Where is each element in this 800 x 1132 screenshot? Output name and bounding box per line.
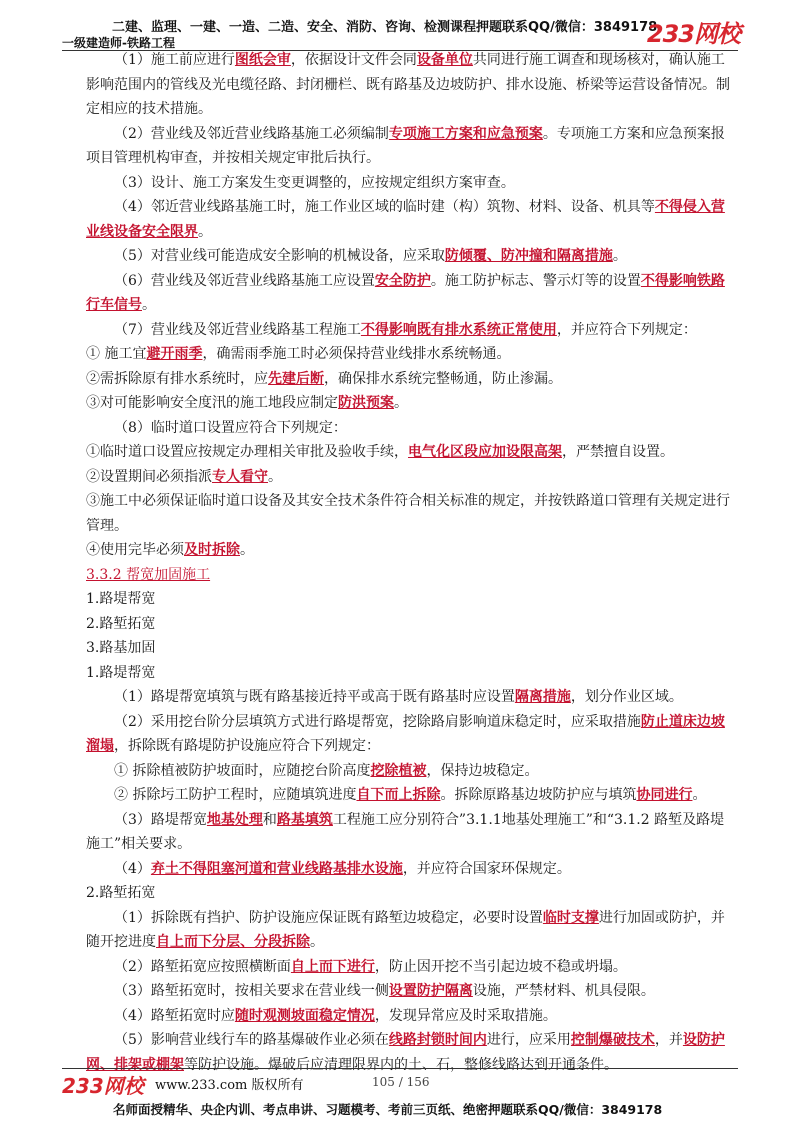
body-text: 。专项施工方案和应急预案报项目管理机构审查，并按相关规定审批后执行。 bbox=[86, 125, 725, 166]
body-text: 。 bbox=[692, 787, 707, 803]
body-text: （3）路堑拓宽时，按相关要求在营业线一侧 bbox=[114, 983, 389, 999]
paragraph-q2 bbox=[86, 710, 738, 759]
body-text: ②设置期间必须指派 bbox=[86, 468, 212, 485]
body-text: 。 bbox=[310, 934, 324, 950]
body-text: ，发现异常应及时采取措施。 bbox=[374, 1007, 557, 1024]
body-text: ，依据设计文件会同 bbox=[290, 52, 417, 68]
section-heading-332: 3.3.2 帮宽加固施工 bbox=[86, 566, 211, 583]
footer-logo: 233网校 bbox=[62, 1074, 144, 1098]
body-text: （1）施工前应进行 bbox=[114, 52, 235, 68]
body-text: 设施，严禁材料、机具侵限。 bbox=[472, 983, 655, 999]
emphasis-text: 专人看守 bbox=[212, 468, 268, 485]
page-content bbox=[86, 48, 738, 1077]
body-text: （5）影响营业线行车的路基爆破作业必须在 bbox=[114, 1032, 389, 1048]
paragraph-8a bbox=[86, 440, 738, 465]
body-text: ，确需雨季施工时必须保持营业线排水系统畅通。 bbox=[202, 346, 511, 362]
body-text: （6）营业线及邻近营业线路基施工应设置 bbox=[114, 272, 375, 289]
paragraph-5 bbox=[86, 244, 738, 269]
body-text: 。 bbox=[240, 542, 254, 558]
paragraph-1 bbox=[86, 48, 738, 122]
paragraph-w4 bbox=[86, 1004, 738, 1029]
body-text: ，确保排水系统完整畅通，防止渗漏。 bbox=[324, 370, 562, 387]
body-text: （1）拆除既有挡护、防护设施应保证既有路堑边坡稳定，必要时设置 bbox=[114, 909, 543, 926]
emphasis-text: 防倾覆、防冲撞和隔离措施 bbox=[444, 248, 613, 264]
emphasis-text: 设置防护隔离 bbox=[388, 983, 473, 999]
body-text: ，拆除既有路堤防护设施应符合下列规定： bbox=[114, 738, 380, 754]
body-text: ，防止因开挖不当引起边坡不稳或坍塌。 bbox=[374, 958, 627, 975]
body-text: （4） bbox=[114, 860, 151, 877]
emphasis-text: 图纸会审 bbox=[234, 52, 291, 68]
body-text: ，保持边坡稳定。 bbox=[426, 762, 539, 779]
body-text: 。 bbox=[612, 248, 627, 264]
paragraph-8d bbox=[86, 538, 738, 563]
paragraph-w5 bbox=[86, 1028, 738, 1077]
paragraph-8b bbox=[86, 465, 738, 490]
list-item: 3.路基加固 bbox=[86, 640, 156, 656]
emphasis-text: 电气化区段应加设限高架 bbox=[408, 444, 562, 460]
emphasis-text: 不得侵入营业线设备安全限界 bbox=[86, 199, 725, 240]
body-text: 工程施工应分别符合”3.1.1地基处理施工”和“3.1.2 路堑及路堤施工”相关要求。 bbox=[86, 811, 725, 852]
paragraph-q2b bbox=[86, 783, 738, 808]
emphasis-text: 及时拆除 bbox=[184, 542, 240, 558]
body-text: 进行加固或防护，并随开挖进度 bbox=[86, 909, 725, 950]
list-item: 2.路堑拓宽 bbox=[86, 615, 156, 632]
body-text: （2）营业线及邻近营业线路基施工必须编制 bbox=[114, 125, 389, 142]
footer-site: www.233.com 版权所有 bbox=[155, 1078, 304, 1093]
body-text: （3）设计、施工方案发生变更调整的，应按规定组织方案审查。 bbox=[114, 174, 515, 191]
emphasis-text: 安全防护 bbox=[374, 272, 431, 289]
body-text: ，并 bbox=[654, 1032, 683, 1048]
body-text: （1）路堤帮宽填筑与既有路基接近持平或高于既有路基时应设置 bbox=[114, 689, 515, 705]
body-text: （8）临时道口设置应符合下列规定： bbox=[114, 419, 347, 436]
body-text: （7）营业线及邻近营业线路基工程施工 bbox=[114, 321, 361, 338]
emphasis-text: 协同进行 bbox=[636, 787, 693, 803]
paragraph-8c bbox=[86, 489, 738, 538]
paragraph-w2 bbox=[86, 955, 738, 980]
body-text: 。 bbox=[394, 395, 408, 411]
footer-ad-line: 名师面授精华、央企内训、考点串讲、习题模考、考前三页纸、绝密押题联系QQ/微信：3849178 bbox=[113, 1102, 663, 1117]
body-text: ① 施工宜 bbox=[86, 346, 147, 362]
body-text: ，划分作业区域。 bbox=[570, 689, 683, 705]
emphasis-text: 防止道床边坡溜塌 bbox=[86, 713, 725, 754]
page-number: 105 / 156 bbox=[372, 1075, 430, 1089]
emphasis-text: 设防护网、排架或棚架 bbox=[86, 1032, 725, 1073]
body-text: 。 bbox=[268, 468, 282, 485]
body-text: ① 拆除植被防护坡面时，应随挖台阶高度 bbox=[114, 762, 371, 779]
paragraph-3 bbox=[86, 171, 738, 196]
body-text: （3）路堤帮宽 bbox=[114, 811, 207, 828]
emphasis-text: 临时支撑 bbox=[542, 909, 599, 926]
body-text: ③对可能影响安全度汛的施工地段应制定 bbox=[86, 395, 338, 411]
emphasis-text: 自下而上拆除 bbox=[356, 787, 441, 803]
emphasis-text: 专项施工方案和应急预案 bbox=[388, 125, 543, 142]
body-text: （4）路堑拓宽时应 bbox=[114, 1007, 235, 1024]
footer-divider bbox=[62, 1068, 738, 1069]
emphasis-text: 线路封锁时间内 bbox=[388, 1032, 487, 1048]
body-text: （2）采用挖台阶分层填筑方式进行路堤帮宽，挖除路肩影响道床稳定时，应采取措施 bbox=[114, 713, 641, 730]
emphasis-text: 地基处理 bbox=[206, 811, 263, 828]
body-text: ② 拆除圬工防护工程时，应随填筑进度 bbox=[114, 787, 357, 803]
body-text: ③施工中必须保证临时道口设备及其安全技术条件符合相关标准的规定，并按铁路道口管理有关规定进行管理。 bbox=[86, 493, 730, 534]
emphasis-text: 控制爆破技术 bbox=[570, 1032, 655, 1048]
emphasis-text: 先建后断 bbox=[268, 370, 324, 387]
body-text: ，严禁擅自设置。 bbox=[562, 444, 674, 460]
body-text: ，并应符合下列规定： bbox=[556, 321, 697, 338]
paragraph-7a bbox=[86, 342, 738, 367]
body-text: ，并应符合国家环保规定。 bbox=[402, 860, 571, 877]
paragraph-6 bbox=[86, 269, 738, 318]
body-text: ①临时道口设置应按规定办理相关审批及验收手续， bbox=[86, 444, 408, 460]
emphasis-text: 自上而下进行 bbox=[290, 958, 375, 975]
emphasis-text: 挖除植被 bbox=[370, 762, 427, 779]
emphasis-text: 随时观测坡面稳定情况 bbox=[234, 1007, 375, 1024]
emphasis-text: 设备单位 bbox=[416, 52, 473, 68]
paragraph-q1 bbox=[86, 685, 738, 710]
paragraph-w3 bbox=[86, 979, 738, 1004]
emphasis-text: 自上而下分层、分段拆除 bbox=[156, 934, 310, 950]
body-text: 共同进行施工调查和现场核对，确认施工影响范围内的管线及光电缆径路、封闭栅栏、既有路基及边坡防护、排水设施、桥梁等运营设备情况。制定相应的技术措施。 bbox=[86, 52, 730, 117]
emphasis-text: 不得影响既有排水系统正常使用 bbox=[360, 321, 557, 338]
list-item: 1.路堤帮宽 bbox=[86, 591, 156, 607]
body-text: 。 bbox=[198, 223, 212, 240]
paragraph-7 bbox=[86, 318, 738, 343]
body-text: 。 bbox=[142, 297, 156, 313]
paragraph-q2a bbox=[86, 759, 738, 784]
body-text: 和 bbox=[262, 811, 277, 828]
body-text: ②需拆除原有排水系统时，应 bbox=[86, 370, 268, 387]
paragraph-7c bbox=[86, 391, 738, 416]
body-text: （5）对营业线可能造成安全影响的机械设备，应采取 bbox=[114, 248, 445, 264]
emphasis-text: 路基填筑 bbox=[276, 811, 333, 828]
body-text: 。拆除原路基边坡防护应与填筑 bbox=[440, 787, 637, 803]
emphasis-text: 防洪预案 bbox=[338, 395, 394, 411]
body-text: 进行，应采用 bbox=[486, 1032, 571, 1048]
paragraph-4 bbox=[86, 195, 738, 244]
header-ad-line: 二建、监理、一建、一造、二造、安全、消防、咨询、检测课程押题联系QQ/微信：3849178 bbox=[112, 20, 658, 35]
paragraph-8 bbox=[86, 416, 738, 441]
body-text: （2）路堑拓宽应按照横断面 bbox=[114, 958, 291, 975]
emphasis-text: 避开雨季 bbox=[146, 346, 203, 362]
body-text: ④使用完毕必须 bbox=[86, 542, 184, 558]
body-text: （4）邻近营业线路基施工时，施工作业区域的临时建（构）筑物、材料、设备、机具等 bbox=[114, 199, 655, 215]
header-subtitle: 一级建造师-铁路工程 bbox=[62, 36, 175, 50]
paragraph-q4 bbox=[86, 857, 738, 882]
header-logo: 233网校 bbox=[646, 20, 740, 48]
paragraph-7b bbox=[86, 367, 738, 392]
subheading-embankment: 1.路堤帮宽 bbox=[86, 664, 156, 681]
body-text: 等防护设施。爆破后应清理限界内的土、石，整修线路达到开通条件。 bbox=[184, 1056, 618, 1073]
paragraph-q3 bbox=[86, 808, 738, 857]
paragraph-w1 bbox=[86, 906, 738, 955]
emphasis-text: 弃土不得阻塞河道和营业线路基排水设施 bbox=[150, 860, 403, 877]
paragraph-2 bbox=[86, 122, 738, 171]
subheading-cutting: 2.路堑拓宽 bbox=[86, 885, 156, 901]
emphasis-text: 隔离措施 bbox=[514, 689, 571, 705]
emphasis-text: 不得影响铁路行车信号 bbox=[86, 272, 725, 313]
body-text: 。施工防护标志、警示灯等的设置 bbox=[430, 272, 641, 289]
